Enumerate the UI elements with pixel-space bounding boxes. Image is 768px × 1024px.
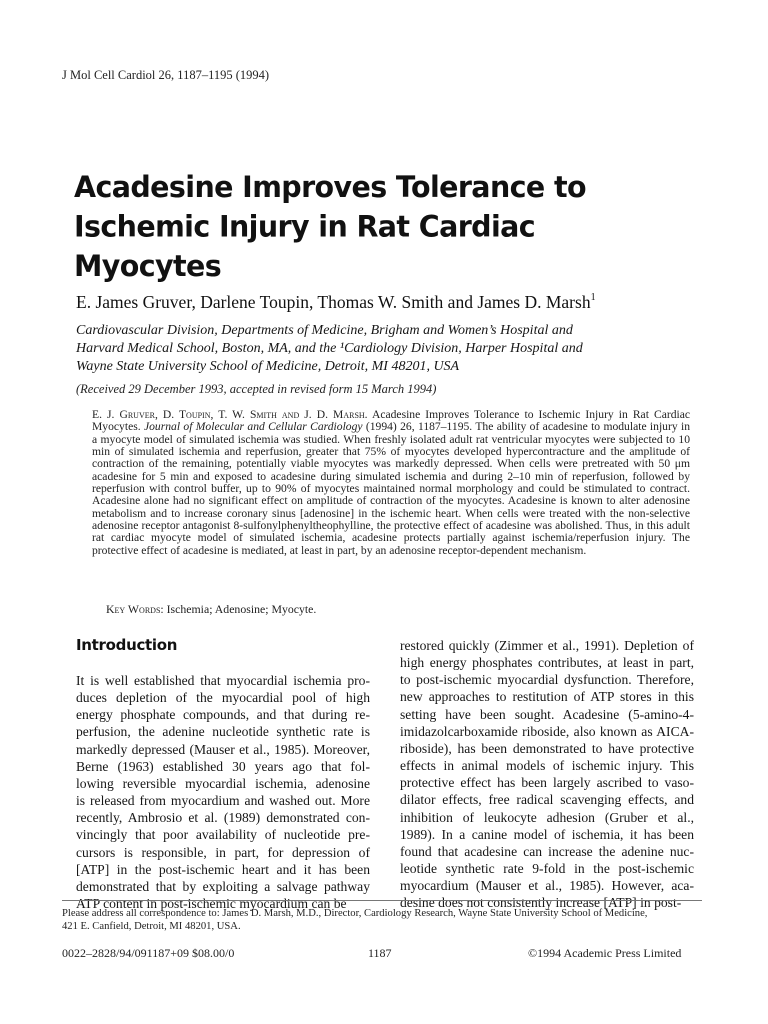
body-text-line: It is well established that myocardial ischemia pro- (76, 673, 370, 688)
body-text-line: found that acadesine can increase the adenine nuc- (400, 843, 694, 859)
footnote-line: Please address all correspondence to: James D. Marsh, M.D., Director, Cardiology Research, Wayne State University School of Medicine, (62, 908, 648, 919)
body-text-line: dilator effects, free radical scavenging effects, and (400, 792, 694, 808)
abstract-title-ref: Acadesine Improves Tolerance to Ischemic Injury in Rat Cardiac Myocytes. (92, 408, 691, 434)
keywords (106, 602, 316, 617)
abstract-authors: E. J. Gruver, D. Toupin, T. W. Smith and J. D. Marsh. (92, 408, 368, 421)
body-text-line: demonstrated that by exploiting a salvage pathway (76, 878, 370, 894)
body-text-line: ATP content in post-ischemic myocardium can be (76, 896, 347, 912)
left-column (76, 672, 370, 912)
body-text-line: setting have been sought. Acadesine (5-amino-4- (400, 706, 694, 722)
body-text-line: [ATP] in the post-ischemic heart and it has been (76, 861, 370, 877)
correspondence-footnote (62, 908, 707, 933)
body-text-line: imidazolcarboxamide riboside, also known as AICA- (400, 723, 694, 739)
body-text-line: perfusion, the adenine nucleotide synthetic rate is (76, 724, 370, 740)
abstract-citation: (1994) 26, 1187–1195. (362, 420, 473, 434)
journal-citation-header: J Mol Cell Cardiol 26, 1187–1195 (1994) (62, 68, 270, 82)
body-text-line: cursors is responsible, in part, for depression of (76, 844, 370, 860)
received-dates: (Received 29 December 1993, accepted in revised form 15 March 1994) (76, 382, 437, 396)
body-text-line: high energy phosphates contributes, at least in part, (400, 655, 694, 671)
footnote-divider (62, 900, 702, 901)
body-text-line: markedly depressed (Mauser et al., 1985). Moreover, (76, 741, 370, 757)
body-text-line: leotide synthetic rate 9-fold in the post-ischemic (400, 861, 694, 877)
copyright-notice: ©1994 Academic Press Limited (528, 946, 682, 960)
body-text-line: lowing reversible myocardial ischemia, adenosine (76, 775, 370, 791)
affiliations (76, 322, 716, 376)
body-text-line: myocardium (Mauser et al., 1985). However, aca- (400, 878, 694, 894)
keywords-label: Key Words: (106, 602, 164, 616)
author-names: E. James Gruver, Darlene Toupin, Thomas W. Smith and James D. Marsh (76, 292, 591, 312)
body-text-line: 1989). In a canine model of ischemia, it has been (400, 826, 694, 842)
article-code: 0022–2828/94/091187+09 $08.00/0 (62, 946, 235, 960)
abstract-body: The ability of acadesine to modulate injury in a myocyte model of simulated ischemia was studied. When freshly isolated adult rat ventricular myocytes were subjected to 10 min of simulated ischemia and reperfusion, greater that 75% of myocytes developed hypercontracture and the amplitude of contraction of the remaining, potentially viable myocytes was markedly depressed. When cells were pretreated with 50 μm acadesine for 5 min and exposed to acadesine during simulated ischemia and during 2–10 min of reperfusion, followed by reperfusion with control buffer, up to 90% of myocytes maintained normal morphology and could be stimulated to contract. Acadesine alone had no significant effect on amplitude of contraction of the myocytes. Acadesine is known to alter adenosine metabolism and to increase coronary sinus [adenosine] in the ischemic heart. When cells were treated with the non-selective adenosine receptor antagonist 8-sulfonylphenyltheophylline, the protective effect of acadesine was abolished. Thus, in this adult rat cardiac myocyte model of simulated ischemia, acadesine protects partially against ischemia/reperfusion injury. The protective effect of acadesine is mediated, at least in part, by an adenosine receptor-dependent mechanism. (92, 420, 690, 557)
body-text-line: duces depletion of the myocardial pool of high (76, 690, 370, 706)
body-text-line: effects in animal models of ischemic injury. This (400, 758, 694, 774)
title-line: Ischemic Injury in Rat Cardiac (74, 209, 536, 244)
body-text-line: new approaches to restitution of ATP stores in this (400, 689, 694, 705)
body-text-line: to post-ischemic myocardial dysfunction. Therefore, (400, 672, 694, 688)
author-list (76, 292, 596, 313)
body-text-line: Berne (1963) established 30 years ago that fol- (76, 758, 370, 774)
affiliation-line: Harvard Medical School, Boston, MA, and the ¹Cardiology Division, Harper Hospital and (76, 341, 583, 356)
author-footnote-marker: 1 (590, 292, 596, 304)
body-text-line: vincingly that poor availability of nucleotide pre- (76, 827, 370, 843)
body-text-line: energy phosphate compounds, and that during re- (76, 707, 370, 723)
abstract-journal: Journal of Molecular and Cellular Cardiology (143, 420, 363, 434)
footnote-line: 421 E. Canfield, Detroit, MI 48201, USA. (62, 920, 241, 932)
title-line: Myocytes (74, 249, 222, 284)
right-column (400, 637, 694, 912)
body-text-line: desine does not consistently increase [ATP] in post- (400, 895, 682, 911)
body-text-line: riboside), has been demonstrated to have protective (400, 740, 694, 756)
affiliation-line: Cardiovascular Division, Departments of Medicine, Brigham and Women’s Hospital and (76, 323, 573, 338)
section-heading-introduction: Introduction (76, 636, 178, 654)
keywords-list: Ischemia; Adenosine; Myocyte. (163, 602, 317, 616)
page-number: 1187 (368, 946, 392, 960)
body-text-line: inhibition of leukocyte adhesion (Gruber et al., (400, 809, 694, 825)
body-text-line: protective effect has been largely ascribed to vaso- (400, 775, 694, 791)
body-text-line: is released from myocardium and washed out. More (76, 793, 370, 809)
article-title (74, 168, 674, 287)
title-line: Acadesine Improves Tolerance to (74, 170, 586, 205)
body-text-line: restored quickly (Zimmer et al., 1991). Depletion of (400, 638, 694, 653)
affiliation-line: Wayne State University School of Medicine, Detroit, MI 48201, USA (76, 359, 460, 374)
abstract (92, 409, 690, 557)
body-text-line: recently, Ambrosio et al. (1989) demonstrated con- (76, 810, 370, 826)
